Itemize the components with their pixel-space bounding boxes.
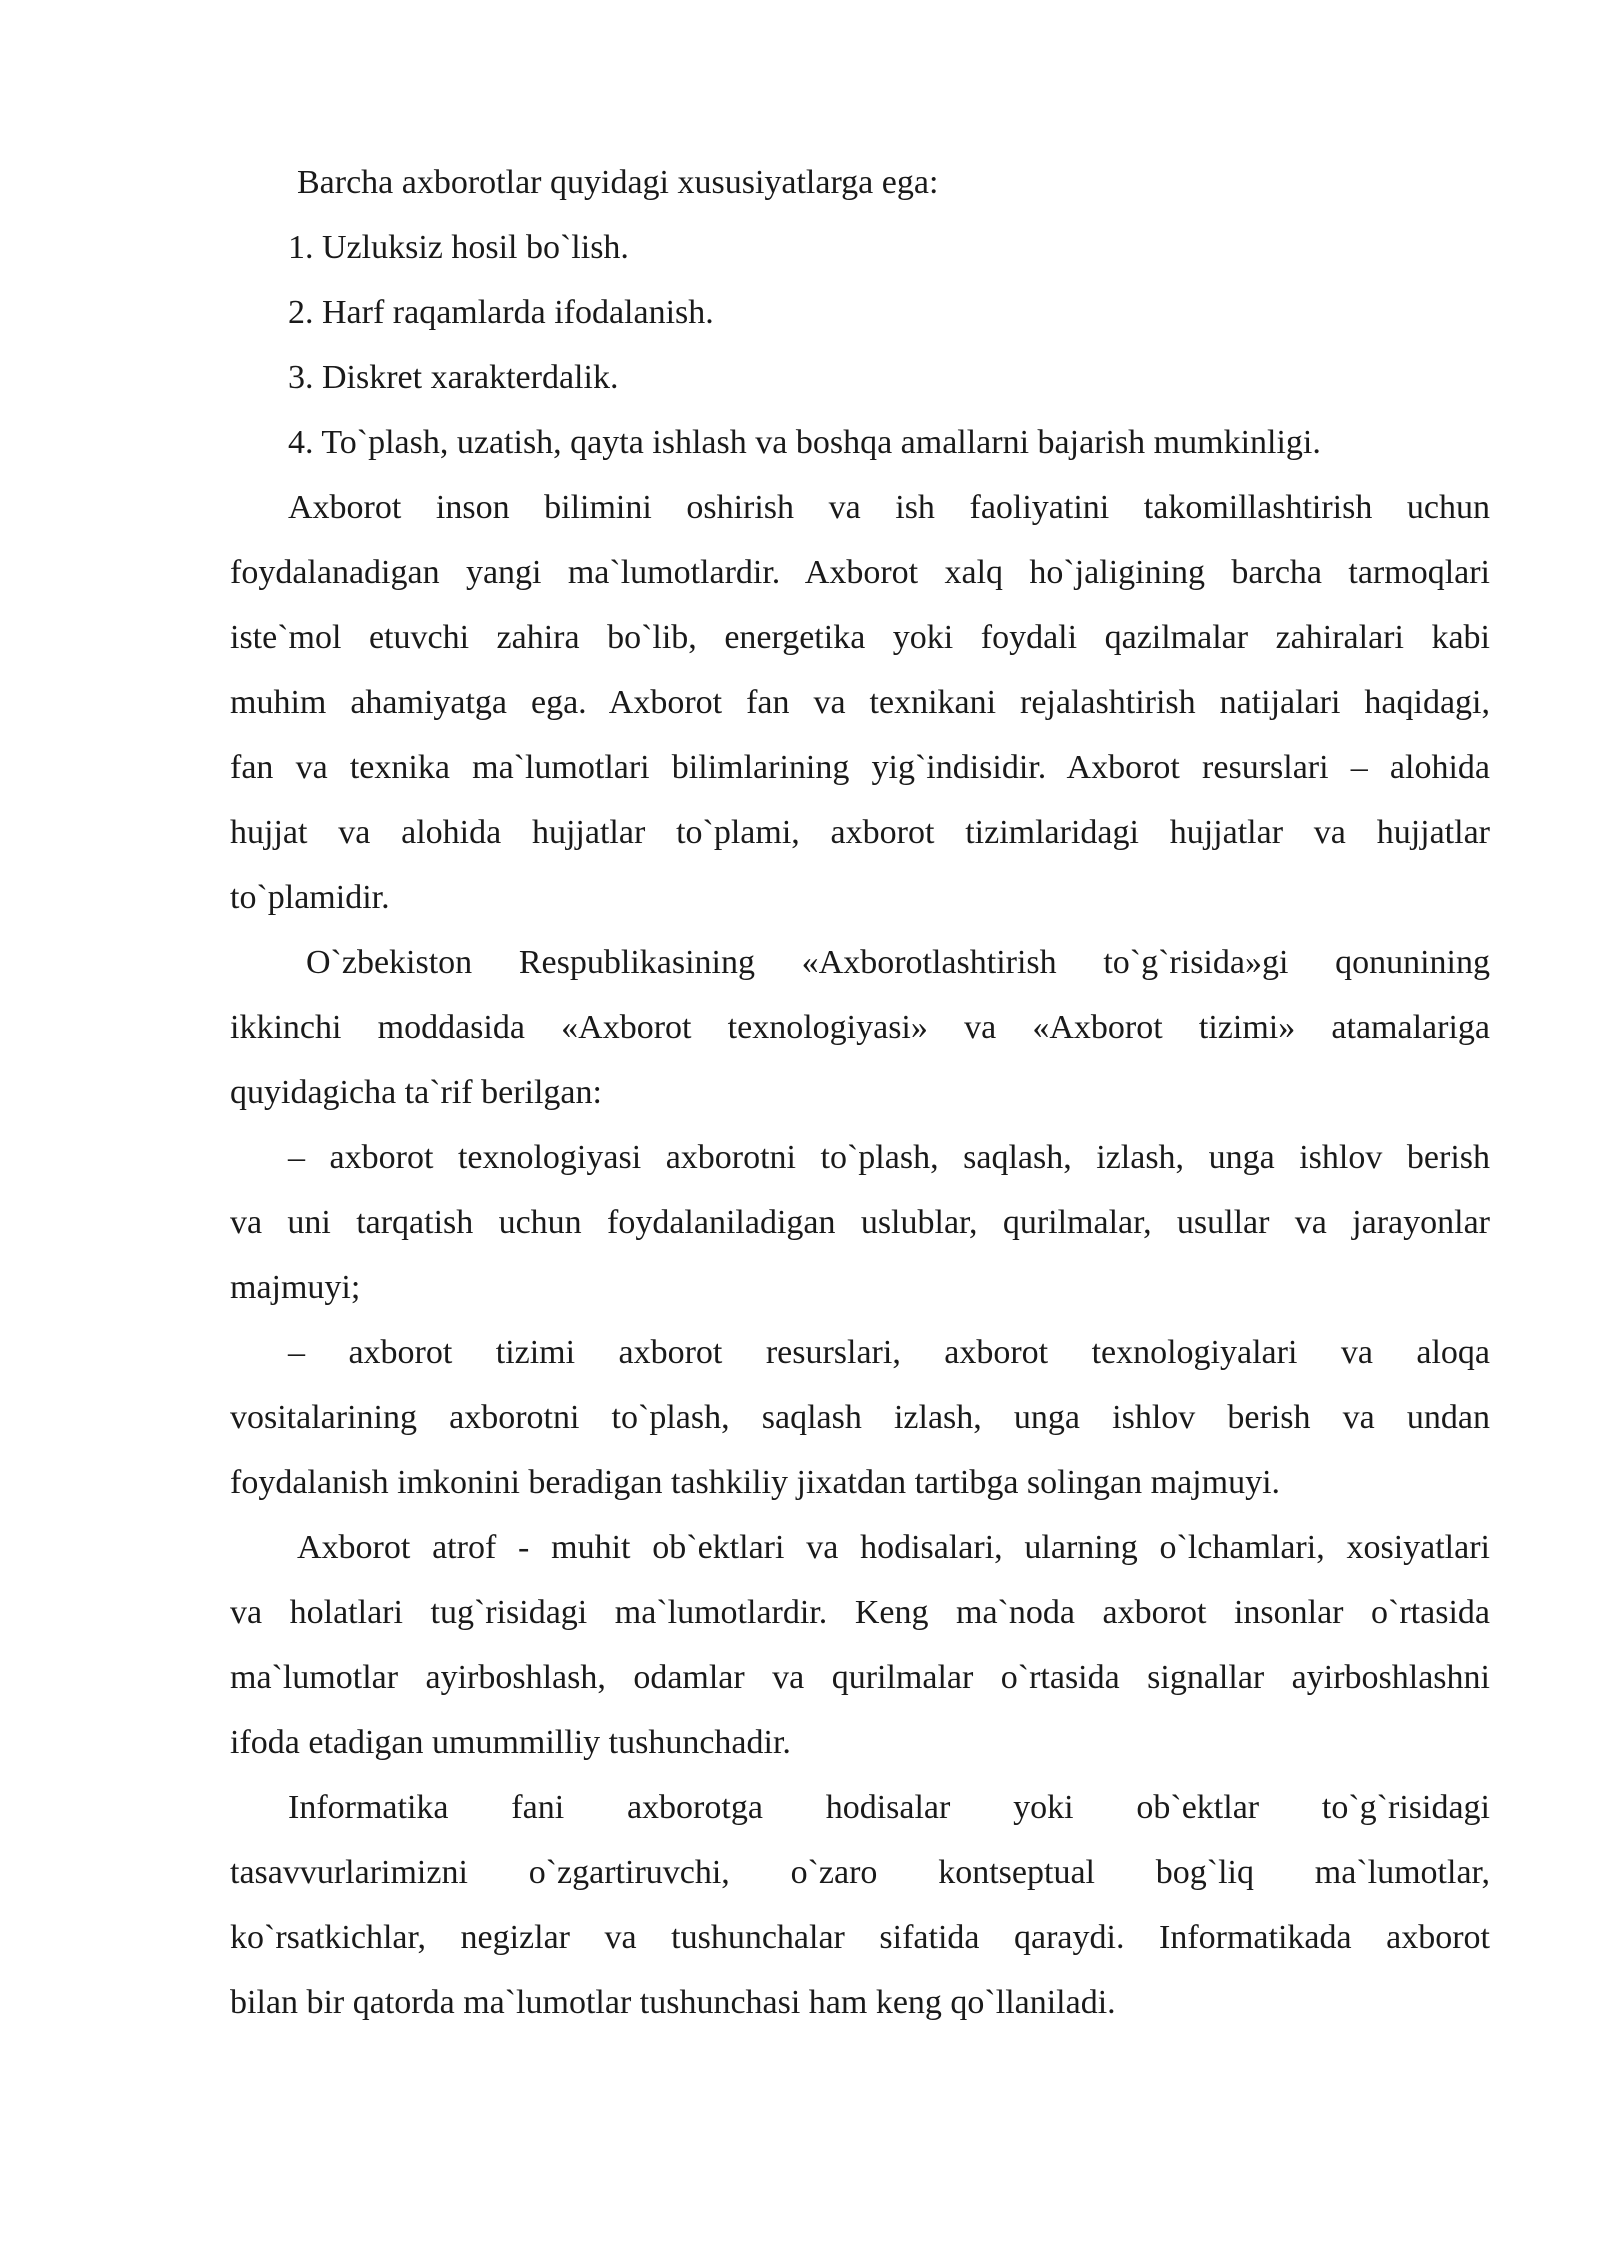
list-item: 3. Diskret xarakterdalik.	[288, 359, 619, 396]
paragraph-line: foydalanadigan yangi ma`lumotlardir. Axborot xalq ho`jaligining barcha tarmoqlari	[230, 554, 1490, 591]
paragraph-line: Informatika fani axborotga hodisalar yoki ob`ektlar to`g`risidagi	[288, 1789, 1490, 1826]
intro-line: Barcha axborotlar quyidagi xususiyatlarga ega:	[297, 164, 939, 201]
paragraph-axborot-environment	[230, 1515, 1490, 1775]
paragraph-line: foydalanish imkonini beradigan tashkiliy jixatdan tartibga solingan majmuyi.	[230, 1464, 1281, 1501]
paragraph-line: muhim ahamiyatga ega. Axborot fan va texnikani rejalashtirish natijalari haqidagi,	[230, 684, 1490, 721]
paragraph-line: Axborot inson bilimini oshirish va ish faoliyatini takomillashtirish uchun	[288, 489, 1490, 526]
dash-item-system	[230, 1320, 1490, 1515]
paragraph-line: vositalarining axborotni to`plash, saqlash izlash, unga ishlov berish va undan	[230, 1399, 1490, 1436]
paragraph-line: ifoda etadigan umummilliy tushunchadir.	[230, 1724, 791, 1761]
paragraph-line: quyidagicha ta`rif berilgan:	[230, 1074, 602, 1111]
paragraph-line: – axborot texnologiyasi axborotni to`plash, saqlash, izlash, unga ishlov berish	[288, 1139, 1490, 1176]
paragraph-line: ikkinchi moddasida «Axborot texnologiyasi» va «Axborot tizimi» atamalariga	[230, 1009, 1490, 1046]
properties-list	[230, 215, 1490, 475]
paragraph-line: O`zbekiston Respublikasining «Axborotlashtirish to`g`risida»gi qonunining	[306, 944, 1490, 981]
paragraph-line: va holatlari tug`risidagi ma`lumotlardir. Keng ma`noda axborot insonlar o`rtasida	[230, 1594, 1490, 1631]
paragraph-informatika	[230, 1775, 1490, 2035]
paragraph-line: – axborot tizimi axborot resurslari, axborot texnologiyalari va aloqa	[288, 1334, 1490, 1371]
paragraph-line: to`plamidir.	[230, 879, 390, 916]
list-item: 2. Harf raqamlarda ifodalanish.	[288, 294, 714, 331]
paragraph-line: hujjat va alohida hujjatlar to`plami, axborot tizimlaridagi hujjatlar va hujjatlar	[230, 814, 1490, 851]
paragraph-line: majmuyi;	[230, 1269, 361, 1306]
paragraph-law-reference	[230, 930, 1490, 1125]
paragraph-line: ko`rsatkichlar, negizlar va tushunchalar sifatida qaraydi. Informatikada axborot	[230, 1919, 1490, 1956]
list-item: 4. To`plash, uzatish, qayta ishlash va boshqa amallarni bajarish mumkinligi.	[288, 424, 1321, 461]
paragraph-line: fan va texnika ma`lumotlari bilimlarining yig`indisidir. Axborot resurslari – alohida	[230, 749, 1490, 786]
list-item: 1. Uzluksiz hosil bo`lish.	[288, 229, 629, 266]
document-page	[230, 150, 1490, 2035]
paragraph-line: bilan bir qatorda ma`lumotlar tushunchasi ham keng qo`llaniladi.	[230, 1984, 1116, 2021]
paragraph-line: iste`mol etuvchi zahira bo`lib, energetika yoki foydali qazilmalar zahiralari kabi	[230, 619, 1490, 656]
paragraph-line: ma`lumotlar ayirboshlash, odamlar va qurilmalar o`rtasida signallar ayirboshlashni	[230, 1659, 1490, 1696]
dash-item-technology	[230, 1125, 1490, 1320]
paragraph-line: tasavvurlarimizni o`zgartiruvchi, o`zaro kontseptual bog`liq ma`lumotlar,	[230, 1854, 1490, 1891]
paragraph-line: va uni tarqatish uchun foydalaniladigan uslublar, qurilmalar, usullar va jarayonlar	[230, 1204, 1490, 1241]
paragraph-axborot-definition	[230, 475, 1490, 930]
paragraph-line: Axborot atrof - muhit ob`ektlari va hodisalari, ularning o`lchamlari, xosiyatlari	[297, 1529, 1490, 1566]
